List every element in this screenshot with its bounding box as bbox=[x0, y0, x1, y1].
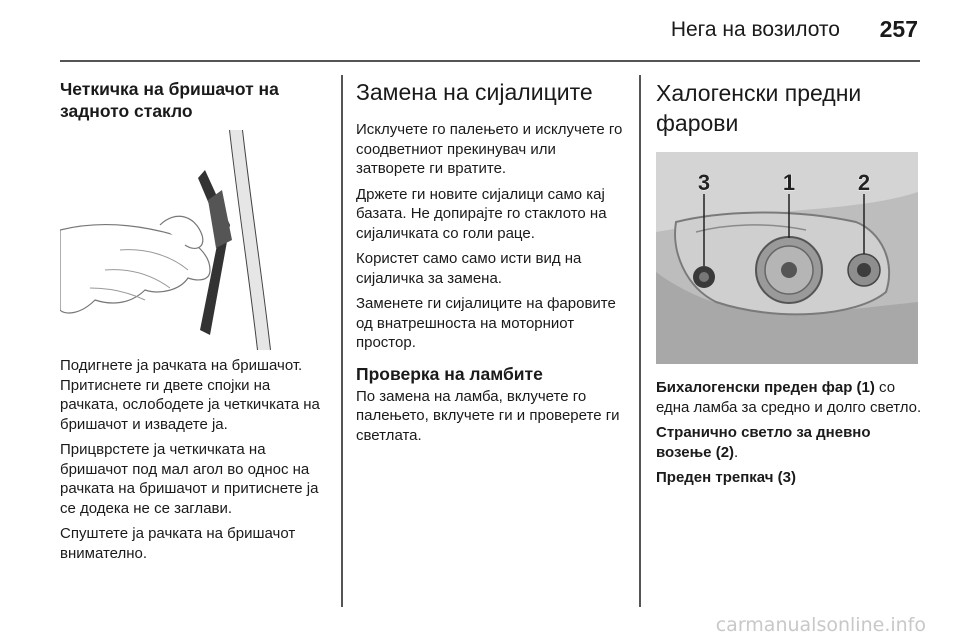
caption-turn-signal bbox=[656, 468, 922, 488]
section-heading: Четкичка на бришачот на задното стакло bbox=[60, 79, 279, 121]
section-heading: Замена на сијалиците bbox=[356, 79, 593, 105]
section-heading-line1: Халогенски предни bbox=[656, 80, 862, 106]
column-divider bbox=[341, 75, 343, 607]
photo-label-1: 1 bbox=[782, 170, 796, 195]
paragraph: Заменете ги сијалиците на фаровите од внатрешноста на моторниот простор. bbox=[356, 295, 616, 351]
subsection-heading: Проверка на ламбите bbox=[356, 363, 543, 384]
column-rear-wiper bbox=[60, 78, 326, 563]
photo-label-3: 3 bbox=[697, 170, 711, 195]
headlight-photo bbox=[656, 152, 918, 364]
wiper-blade-illustration bbox=[60, 130, 326, 350]
caption-bold: Бихалогенски преден фар (1) bbox=[656, 379, 875, 396]
column-bulb-replacement bbox=[356, 78, 626, 445]
caption-main-headlight bbox=[656, 378, 922, 417]
header-title: Нега на возилото bbox=[670, 18, 840, 41]
page-number: 257 bbox=[879, 16, 918, 42]
paragraph: Држете ги новите сијалици само кај базата. Не допирајте го стаклото на сијаличката со голи раце. bbox=[356, 185, 607, 242]
caption-text: со една ламба за средно и долго светло. bbox=[656, 379, 922, 416]
caption-text: . bbox=[734, 443, 739, 461]
watermark: carmanualsonline.info bbox=[715, 614, 926, 636]
paragraph: Користет само само исти вид на сијаличка за замена. bbox=[356, 250, 582, 287]
paragraph: Спуштете ја рачката на бришачот внимателно. bbox=[60, 525, 296, 562]
caption-bold: Преден трепкач (3) bbox=[656, 469, 796, 486]
column-halogen-headlights bbox=[656, 78, 922, 488]
paragraph: Прицврстете ја четкичката на бришачот под мал агол во однос на рачката на бришачот и притиснете ја се додека не се заглави. bbox=[60, 441, 319, 517]
paragraph: Подигнете ја рачката на бришачот. Притиснете ги двете спојки на рачката, ослободете ја четкичката на бришачот и извадете ја. bbox=[60, 357, 320, 433]
photo-label-2: 2 bbox=[857, 170, 871, 195]
paragraph: По замена на ламба, вклучете го палењето, вклучете ги и проверете ги светлата. bbox=[356, 387, 620, 444]
caption-daytime-light bbox=[656, 423, 922, 462]
header-rule bbox=[60, 60, 920, 62]
section-heading-line2: фарови bbox=[656, 110, 739, 136]
paragraph: Исклучете го палењето и исклучете го соодветниот прекинувач или затворете ги вратите. bbox=[356, 121, 623, 177]
caption-bold: Странично светло за дневно возење (2) bbox=[656, 424, 871, 461]
column-divider bbox=[639, 75, 641, 607]
